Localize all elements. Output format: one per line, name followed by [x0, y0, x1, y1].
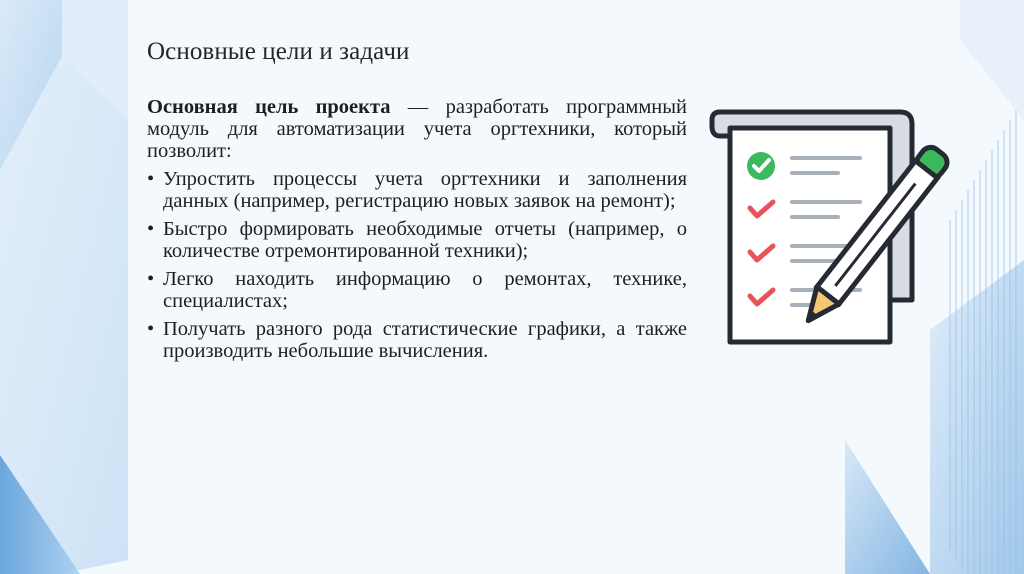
slide-content	[147, 96, 687, 368]
goal-lead: Основная цель проекта	[147, 96, 391, 118]
task-item: • Быстро формировать необходимые отчеты (например, о количестве отремонтированной техники);	[147, 218, 687, 262]
slide-title: Основные цели и задачи	[147, 38, 410, 65]
checklist-with-pencil-icon	[700, 100, 980, 360]
green-check-circle-icon	[747, 152, 775, 180]
task-item: • Получать разного рода статистические графики, а также производить небольшие вычисления.	[147, 318, 687, 362]
task-item: • Легко находить информацию о ремонтах, технике, специалистах;	[147, 268, 687, 312]
task-item: • Упростить процессы учета оргтехники и заполнения данных (например, регистрацию новых заявок на ремонт);	[147, 168, 687, 212]
goal-paragraph	[147, 96, 687, 162]
task-list	[147, 168, 687, 362]
goal-text: — разработать программный модуль для автоматизации учета оргтехники, который позволит:	[147, 96, 688, 162]
